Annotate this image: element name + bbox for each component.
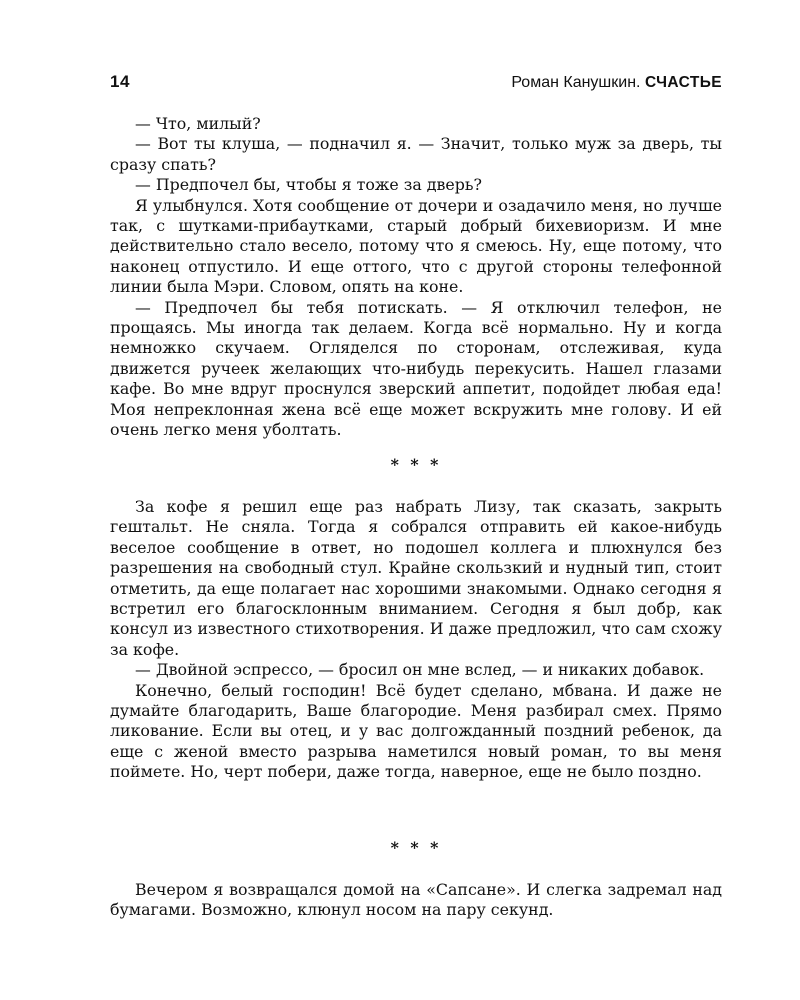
paragraph: — Двойной эспрессо, — бросил он мне вслед, — и никаких добавок. <box>135 660 705 680</box>
author-name: Роман Канушкин. <box>511 74 641 91</box>
paragraph: — Что, милый? <box>135 114 261 133</box>
running-head <box>511 74 722 92</box>
section-separator: * * * <box>390 455 442 474</box>
book-title: СЧАСТЬЕ <box>644 74 722 91</box>
text-section-3 <box>110 880 722 921</box>
text-section-1 <box>110 114 722 441</box>
paragraph: — Вот ты клуша, — подначил я. — Значит, только муж за дверь, ты сразу спать? <box>110 134 722 174</box>
section-separator: * * * <box>390 838 442 857</box>
paragraph: — Предпочел бы тебя потискать. — Я отключил телефон, не прощаясь. Мы иногда так делаем. Когда всё нормально. Ну и когда немножко скучаем. Огляделся по сторонам, отслеживая, куда движется ручеек желающих что-нибудь перекусить. Нашел глазами кафе. Во мне вдруг проснулся зверский аппетит, подойдет любая еда! Моя непреклонная жена всё еще может вскружить мне голову. И ей очень легко меня уболтать. <box>110 297 722 440</box>
paragraph: За кофе я решил еще раз набрать Лизу, так сказать, закрыть гештальт. Не сняла. Тогда я собрался отправить ей какое-нибудь веселое сообщение в ответ, но подошел коллега и плюхнулся без разрешения на свободный стул. Крайне скользкий и нудный тип, стоит отметить, да еще полагает нас хорошими знакомыми. Однако сегодня я встретил его благосклонным вниманием. Сегодня я был добр, как консул из известного стихотворения. И даже предложил, что сам схожу за кофе. <box>110 497 722 659</box>
paragraph: Конечно, белый господин! Всё будет сделано, мбвана. И даже не думайте благодарить, Ваше благородие. Меня разбирал смех. Прямо ликование. Если вы отец, и у вас долгожданный поздний ребенок, да еще с женой вместо разрыва наметился новый роман, то вы меня поймете. Но, черт побери, даже тогда, наверное, еще не было поздно. <box>110 680 722 782</box>
paragraph: Я улыбнулся. Хотя сообщение от дочери и озадачило меня, но лучше так, с шутками-прибаутками, старый добрый бихевиоризм. И мне действительно стало весело, потому что я смеюсь. Ну, еще потому, что наконец отпустило. И еще оттого, что с другой стороны телефонной линии была Мэри. Словом, опять на коне. <box>110 195 722 297</box>
text-section-2 <box>110 497 722 783</box>
page-number: 14 <box>110 72 130 91</box>
paragraph: Вечером я возвращался домой на «Сапсане». И слегка задремал над бумагами. Возможно, клюнул носом на пару секунд. <box>110 880 722 920</box>
paragraph: — Предпочел бы, чтобы я тоже за дверь? <box>135 175 482 195</box>
page-header <box>110 72 722 96</box>
